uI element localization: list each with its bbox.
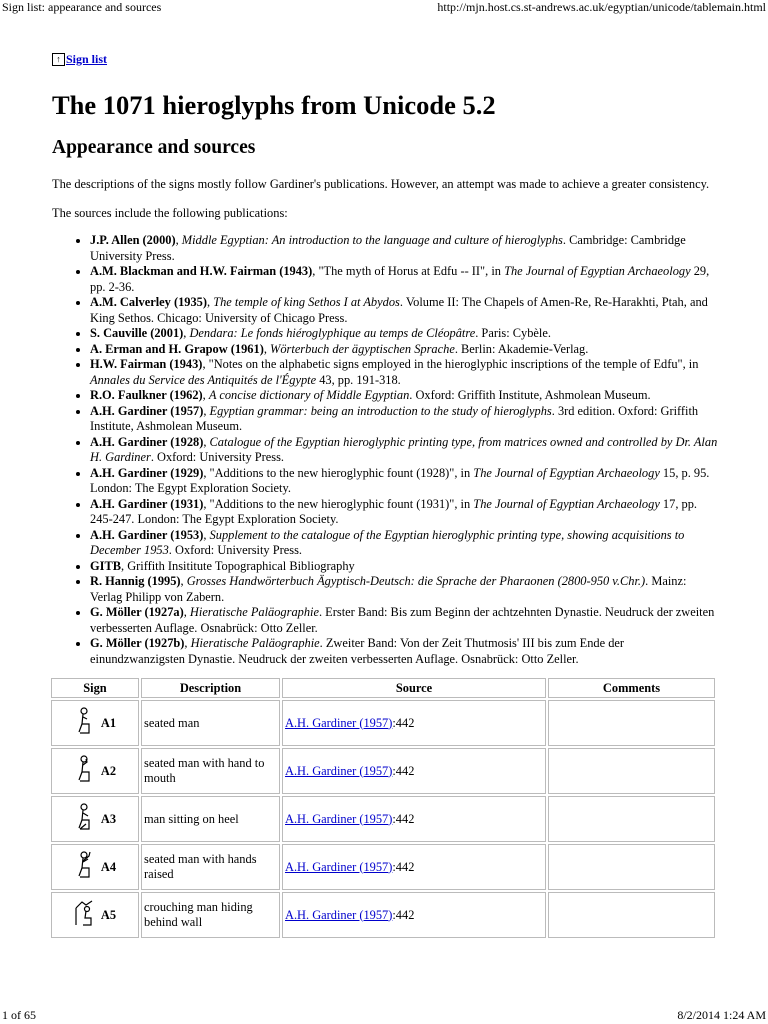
source-pre: , "Notes on the alphabetic signs employed in the hieroglyphic inscriptions of the temple of Edfu", in	[202, 357, 699, 371]
source-author: A.H. Gardiner (1957)	[90, 403, 204, 418]
source-page: :442	[392, 859, 415, 874]
source-author: R.O. Faulkner (1962)	[90, 388, 203, 402]
source-pre: , Griffith Insititute Topographical Bibliography	[121, 558, 355, 573]
sign-cell	[51, 796, 139, 842]
source-author: GITB	[90, 558, 121, 573]
page-title: The 1071 hieroglyphs from Unicode 5.2	[52, 90, 496, 120]
sign-code: A1	[100, 715, 117, 730]
source-page: :442	[392, 715, 415, 730]
source-link[interactable]: A.H. Gardiner (1957)	[285, 811, 393, 826]
source-post: . Zweiter Band: Von der Zeit Thutmosis' III bis zum Ende der einundzwanzigsten Dynastie. Neudruck der zweiten verbesserten Auflage. Osnabrück: Otto Zeller.	[90, 636, 625, 666]
source-pre: , "Additions to the new hieroglyphic fount (1931)", in	[203, 496, 474, 511]
source-post: . Paris: Cybèle.	[475, 326, 551, 340]
source-post: . Oxford: University Press.	[168, 543, 302, 557]
sources-list	[52, 233, 720, 667]
table-row	[51, 748, 715, 794]
source-item	[90, 497, 720, 528]
source-link[interactable]: A.H. Gardiner (1957)	[285, 715, 393, 730]
source-title: A concise dictionary of Middle Egyptian	[208, 388, 410, 402]
sign-cell	[51, 700, 139, 746]
source-link[interactable]: A.H. Gardiner (1957)	[285, 763, 393, 778]
table-row	[51, 844, 715, 890]
source-title: Wörterbuch der ägyptischen Sprache	[270, 341, 455, 356]
source-title: Annales du Service des Antiquités de l'Égypte	[90, 372, 317, 387]
sign-description: man sitting on heel	[141, 796, 280, 842]
col-description: Description	[141, 678, 280, 698]
sign-cell	[51, 892, 139, 938]
source-author: S. Cauville (2001)	[90, 326, 184, 340]
sign-table	[49, 676, 717, 940]
sign-code: A2	[100, 763, 117, 778]
sign-code: A4	[100, 859, 117, 874]
up-arrow-icon[interactable]: ↑	[52, 53, 65, 66]
source-pre: ,	[207, 295, 214, 309]
source-pre: ,	[184, 636, 191, 650]
sign-source	[282, 844, 546, 890]
source-post: . Cambridge: Cambridge University Press.	[90, 233, 686, 263]
source-author: A.H. Gardiner (1953)	[90, 527, 204, 542]
source-item	[90, 357, 720, 388]
source-pre: ,	[203, 403, 210, 418]
source-link[interactable]: A.H. Gardiner (1957)	[285, 907, 393, 922]
source-author: A.H. Gardiner (1929)	[90, 465, 204, 480]
source-author: A.H. Gardiner (1928)	[90, 434, 204, 449]
sources-intro: The sources include the following publications:	[52, 205, 288, 220]
source-page: :442	[392, 763, 415, 778]
source-title: Grosses Handwörterbuch Ägyptisch-Deutsch: die Sprache der Pharaonen (2800-950 v.Chr.)	[186, 574, 646, 588]
source-pre: ,	[183, 326, 190, 340]
source-author: R. Hannig (1995)	[90, 574, 181, 588]
man-sitting-on-heel-icon	[74, 802, 96, 836]
back-nav	[52, 52, 720, 67]
crouching-man-icon	[74, 898, 96, 932]
source-pre: ,	[180, 574, 187, 588]
source-pre: , "Additions to the new hieroglyphic fount (1928)", in	[203, 465, 474, 480]
print-footer-datetime: 8/2/2014 1:24 AM	[677, 1008, 766, 1022]
source-pre: ,	[203, 527, 210, 542]
source-author: H.W. Fairman (1943)	[90, 357, 203, 371]
source-post: 17, pp. 245-247. London: The Egypt Exploration Society.	[90, 496, 697, 526]
col-source: Source	[282, 678, 546, 698]
source-pre: ,	[203, 434, 210, 449]
source-post: . Erster Band: Bis zum Beginn der achtzehnten Dynastie. Neudruck der zweiten verbesserten Auflage. Osnabrück: Otto Zeller.	[90, 605, 715, 635]
source-pre: ,	[183, 605, 190, 619]
source-title: The Journal of Egyptian Archaeology	[473, 465, 660, 480]
sign-description: seated man	[141, 700, 280, 746]
seated-man-icon	[74, 706, 96, 740]
source-title: Egyptian grammar: being an introduction to the study of hieroglyphs	[209, 403, 552, 418]
table-row	[51, 892, 715, 938]
source-item	[90, 388, 720, 404]
source-item	[90, 605, 720, 636]
sign-comments	[548, 748, 715, 794]
source-author: J.P. Allen (2000)	[90, 233, 176, 247]
source-author: A.M. Calverley (1935)	[90, 295, 207, 309]
source-author: A. Erman and H. Grapow (1961)	[90, 341, 264, 356]
source-post: . Volume II: The Chapels of Amen-Re, Re-Harakhti, Ptah, and King Sethos. Chicago: University of Chicago Press.	[90, 295, 708, 325]
intro-paragraph: The descriptions of the signs mostly follow Gardiner's publications. However, an attempt was made to achieve a greater consistency.	[52, 177, 710, 191]
sign-cell	[51, 844, 139, 890]
print-header-title: Sign list: appearance and sources	[2, 0, 162, 14]
sign-comments	[548, 844, 715, 890]
source-author: A.H. Gardiner (1931)	[90, 496, 204, 511]
sign-code: A3	[100, 811, 117, 826]
source-post: 15, p. 95. London: The Egypt Exploration Society.	[90, 465, 710, 495]
man-hands-raised-icon	[74, 850, 96, 884]
source-title: The Journal of Egyptian Archaeology	[473, 496, 660, 511]
source-pre: , "The myth of Horus at Edfu -- II", in	[312, 264, 505, 278]
sign-comments	[548, 700, 715, 746]
source-item	[90, 295, 720, 326]
source-page: :442	[392, 811, 415, 826]
sign-source	[282, 892, 546, 938]
source-item	[90, 342, 720, 358]
col-comments: Comments	[548, 678, 715, 698]
sign-description: seated man with hand to mouth	[141, 748, 280, 794]
print-footer-page: 1 of 65	[2, 1008, 36, 1022]
source-item	[90, 435, 720, 466]
sign-code: A5	[100, 907, 117, 922]
section-title: Appearance and sources	[52, 137, 256, 158]
table-header-row	[51, 678, 715, 698]
sign-source	[282, 748, 546, 794]
source-post: 29, pp. 2-36.	[90, 264, 710, 294]
source-item	[90, 264, 720, 295]
source-item	[90, 636, 720, 667]
source-item	[90, 528, 720, 559]
source-title: Hieratische Paläographie	[190, 636, 320, 650]
source-author: G. Möller (1927a)	[90, 605, 184, 619]
sign-description: crouching man hiding behind wall	[141, 892, 280, 938]
source-post: 43, pp. 191-318.	[316, 372, 401, 387]
sign-description: seated man with hands raised	[141, 844, 280, 890]
source-item	[90, 233, 720, 264]
sign-cell	[51, 748, 139, 794]
source-title: The Journal of Egyptian Archaeology	[504, 264, 691, 278]
table-row	[51, 796, 715, 842]
main-content	[52, 52, 720, 940]
col-sign: Sign	[51, 678, 139, 698]
source-post: . Oxford: University Press.	[150, 450, 284, 464]
source-title: Supplement to the catalogue of the Egyptian hieroglyphic printing type, showing acquisitions to December 1953	[90, 527, 685, 557]
print-header-url: http://mjn.host.cs.st-andrews.ac.uk/egyptian/unicode/tablemain.html	[437, 0, 766, 14]
source-pre: ,	[202, 388, 209, 402]
source-item	[90, 466, 720, 497]
source-author: G. Möller (1927b)	[90, 636, 185, 650]
source-post: . 3rd edition. Oxford: Griffith Institute, Ashmolean Museum.	[90, 403, 699, 433]
source-title: Catalogue of the Egyptian hieroglyphic printing type, from matrices owned and controlled by Dr. Alan H. Gardiner	[90, 434, 718, 464]
sign-source	[282, 700, 546, 746]
source-page: :442	[392, 907, 415, 922]
source-author: A.M. Blackman and H.W. Fairman (1943)	[90, 264, 313, 278]
sign-source	[282, 796, 546, 842]
source-title: Dendara: Le fonds hiéroglyphique au temps de Cléopâtre	[189, 326, 476, 340]
source-post: . Oxford: Griffith Institute, Ashmolean Museum.	[409, 388, 651, 402]
sign-list-link[interactable]: Sign list	[66, 52, 108, 66]
source-title: The temple of king Sethos I at Abydos	[213, 295, 400, 309]
source-post: . Berlin: Akademie-Verlag.	[454, 341, 589, 356]
source-item	[90, 559, 720, 575]
table-row	[51, 700, 715, 746]
source-item	[90, 326, 720, 342]
source-pre: ,	[263, 341, 271, 356]
sign-comments	[548, 796, 715, 842]
source-item	[90, 574, 720, 605]
source-item	[90, 404, 720, 435]
source-link[interactable]: A.H. Gardiner (1957)	[285, 859, 393, 874]
man-hand-to-mouth-icon	[74, 754, 96, 788]
source-post: . Mainz: Verlag Philipp von Zabern.	[90, 574, 687, 604]
source-title: Middle Egyptian: An introduction to the language and culture of hieroglyphs	[181, 233, 563, 247]
source-title: Hieratische Paläographie	[189, 605, 319, 619]
sign-comments	[548, 892, 715, 938]
source-pre: ,	[175, 233, 182, 247]
